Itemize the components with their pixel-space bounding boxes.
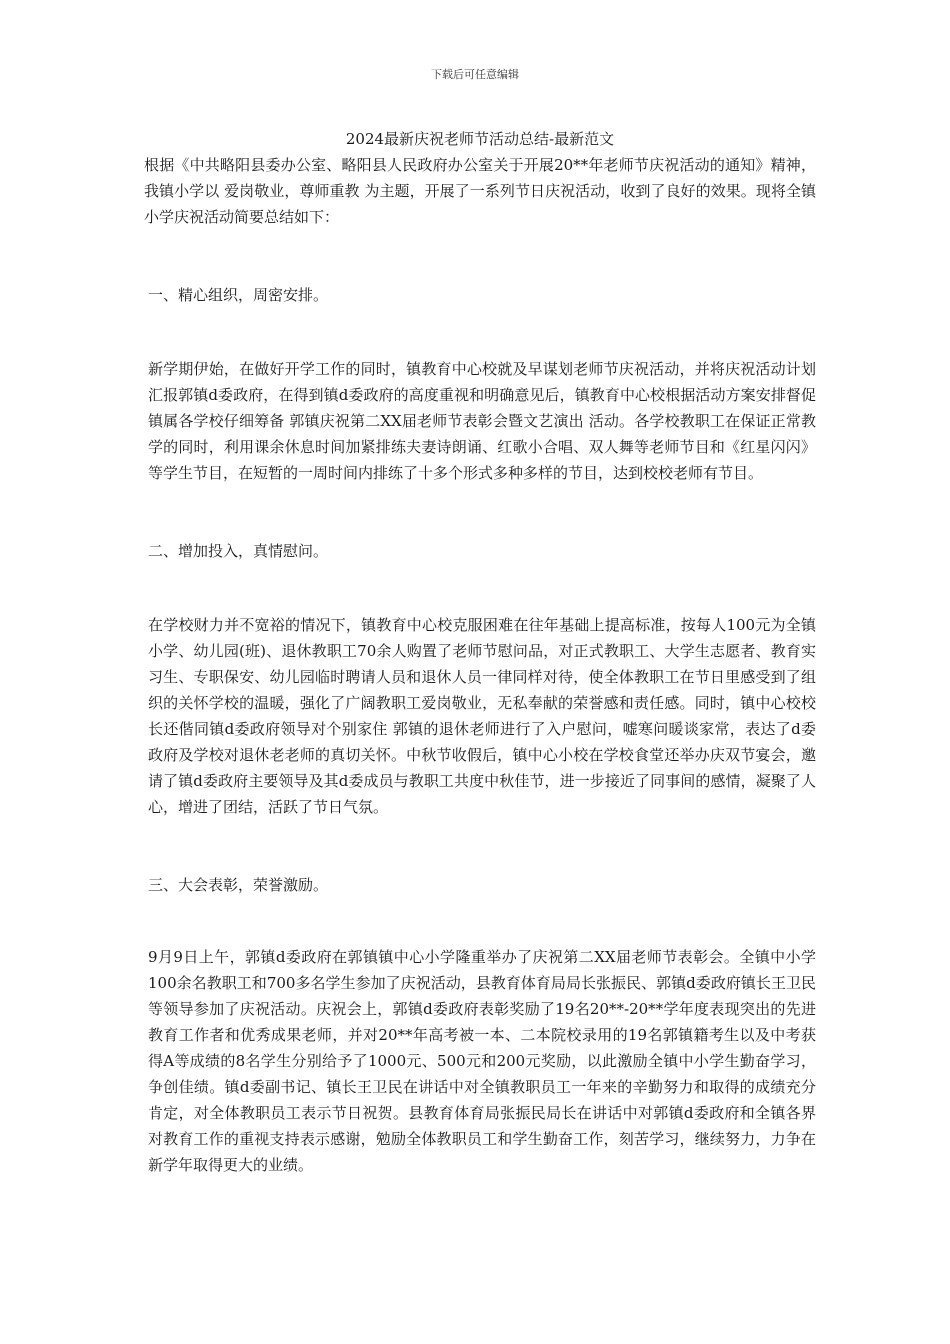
intro-paragraph: 根据《中共略阳县委办公室、略阳县人民政府办公室关于开展20**年老师节庆祝活动的通知》精神，我镇小学以 爱岗敬业，尊师重教 为主题，开展了一系列节日庆祝活动，收到了良好的效果。现将全镇小学庆祝活动简要总结如下：	[144, 156, 816, 226]
spacer	[144, 230, 816, 282]
section-body-2: 在学校财力并不宽裕的情况下，镇教育中心校克服困难在往年基础上提高标准，按每人100元为全镇小学、幼儿园(班)、退休教职工70余人购置了老师节慰问品，对正式教职工、大学生志愿者、教育实习生、专职保安、幼儿园临时聘请人员和退休人员一律同样对待，使全体教职工在节日里感受到了组织的关怀学校的温暖，强化了广阔教职工爱岗敬业，无私奉献的荣誉感和责任感。同时，镇中心校校长还偕同镇d委政府领导对个别家住 郭镇的退休老师进行了入户慰问，嘘寒问暖谈家常，表达了d委政府及学校对退休老老师的真切关怀。中秋节收假后，镇中心小校在学校食堂还举办庆双节宴会，邀请了镇d委政府主要领导及其d委成员与教职工共度中秋佳节，进一步接近了同事间的感情，凝聚了人心，增进了团结，活跃了节日气氛。	[148, 616, 816, 816]
spacer	[144, 898, 816, 944]
spacer	[144, 308, 816, 356]
section-body-3: 9月9日上午，郭镇d委政府在郭镇镇中心小学隆重举办了庆祝第二XX届老师节表彰会。全镇中小学100余名教职工和700多名学生参加了庆祝活动，县教育体育局局长张振民、郭镇d委政府镇长王卫民等领导参加了庆祝活动。庆祝会上，郭镇d委政府表彰奖励了19名20**-20**学年度表现突出的先进教育工作者和优秀成果老师，并对20**年高考被一本、二本院校录用的19名郭镇籍考生以及中考获得A等成绩的8名学生分别给予了1000元、500元和200元奖励，以此激励全镇中小学生勤奋学习，争创佳绩。镇d委副书记、镇长王卫民在讲话中对全镇教职员工一年来的辛勤努力和取得的成绩充分肯定，对全体教职员工表示节日祝贺。县教育体育局张振民局长在讲话中对郭镇d委政府和全镇各界对教育工作的重视支持表示感谢，勉励全体教职员工和学生勤奋工作，刻苦学习，继续努力，力争在新学年取得更大的业绩。	[148, 948, 816, 1174]
section-heading-1: 一、精心组织，周密安排。	[148, 286, 329, 304]
section-heading-3: 三、大会表彰，荣誉激励。	[148, 876, 329, 894]
header-note: 下载后可任意编辑	[431, 68, 519, 81]
spacer	[144, 486, 816, 538]
spacer	[144, 564, 816, 612]
section-body-1: 新学期伊始，在做好开学工作的同时，镇教育中心校就及早谋划老师节庆祝活动，并将庆祝活动计划汇报郭镇d委政府，在得到镇d委政府的高度重视和明确意见后，镇教育中心校根据活动方案安排督促镇属各学校仔细筹备 郭镇庆祝第二XX届老师节表彰会暨文艺演出 活动。各学校教职工在保证正常教学的同时，利用课余休息时间加紧排练夫妻诗朗诵、红歌小合唱、双人舞等老师节目和《红星闪闪》等学生节目，在短暂的一周时间内排练了十多个形式多种多样的节目，达到校校老师有节目。	[148, 360, 816, 482]
document-title: 2024最新庆祝老师节活动总结-最新范文	[345, 130, 615, 148]
document-body	[144, 126, 816, 1178]
spacer	[144, 820, 816, 872]
section-heading-2: 二、增加投入，真情慰问。	[148, 542, 329, 560]
